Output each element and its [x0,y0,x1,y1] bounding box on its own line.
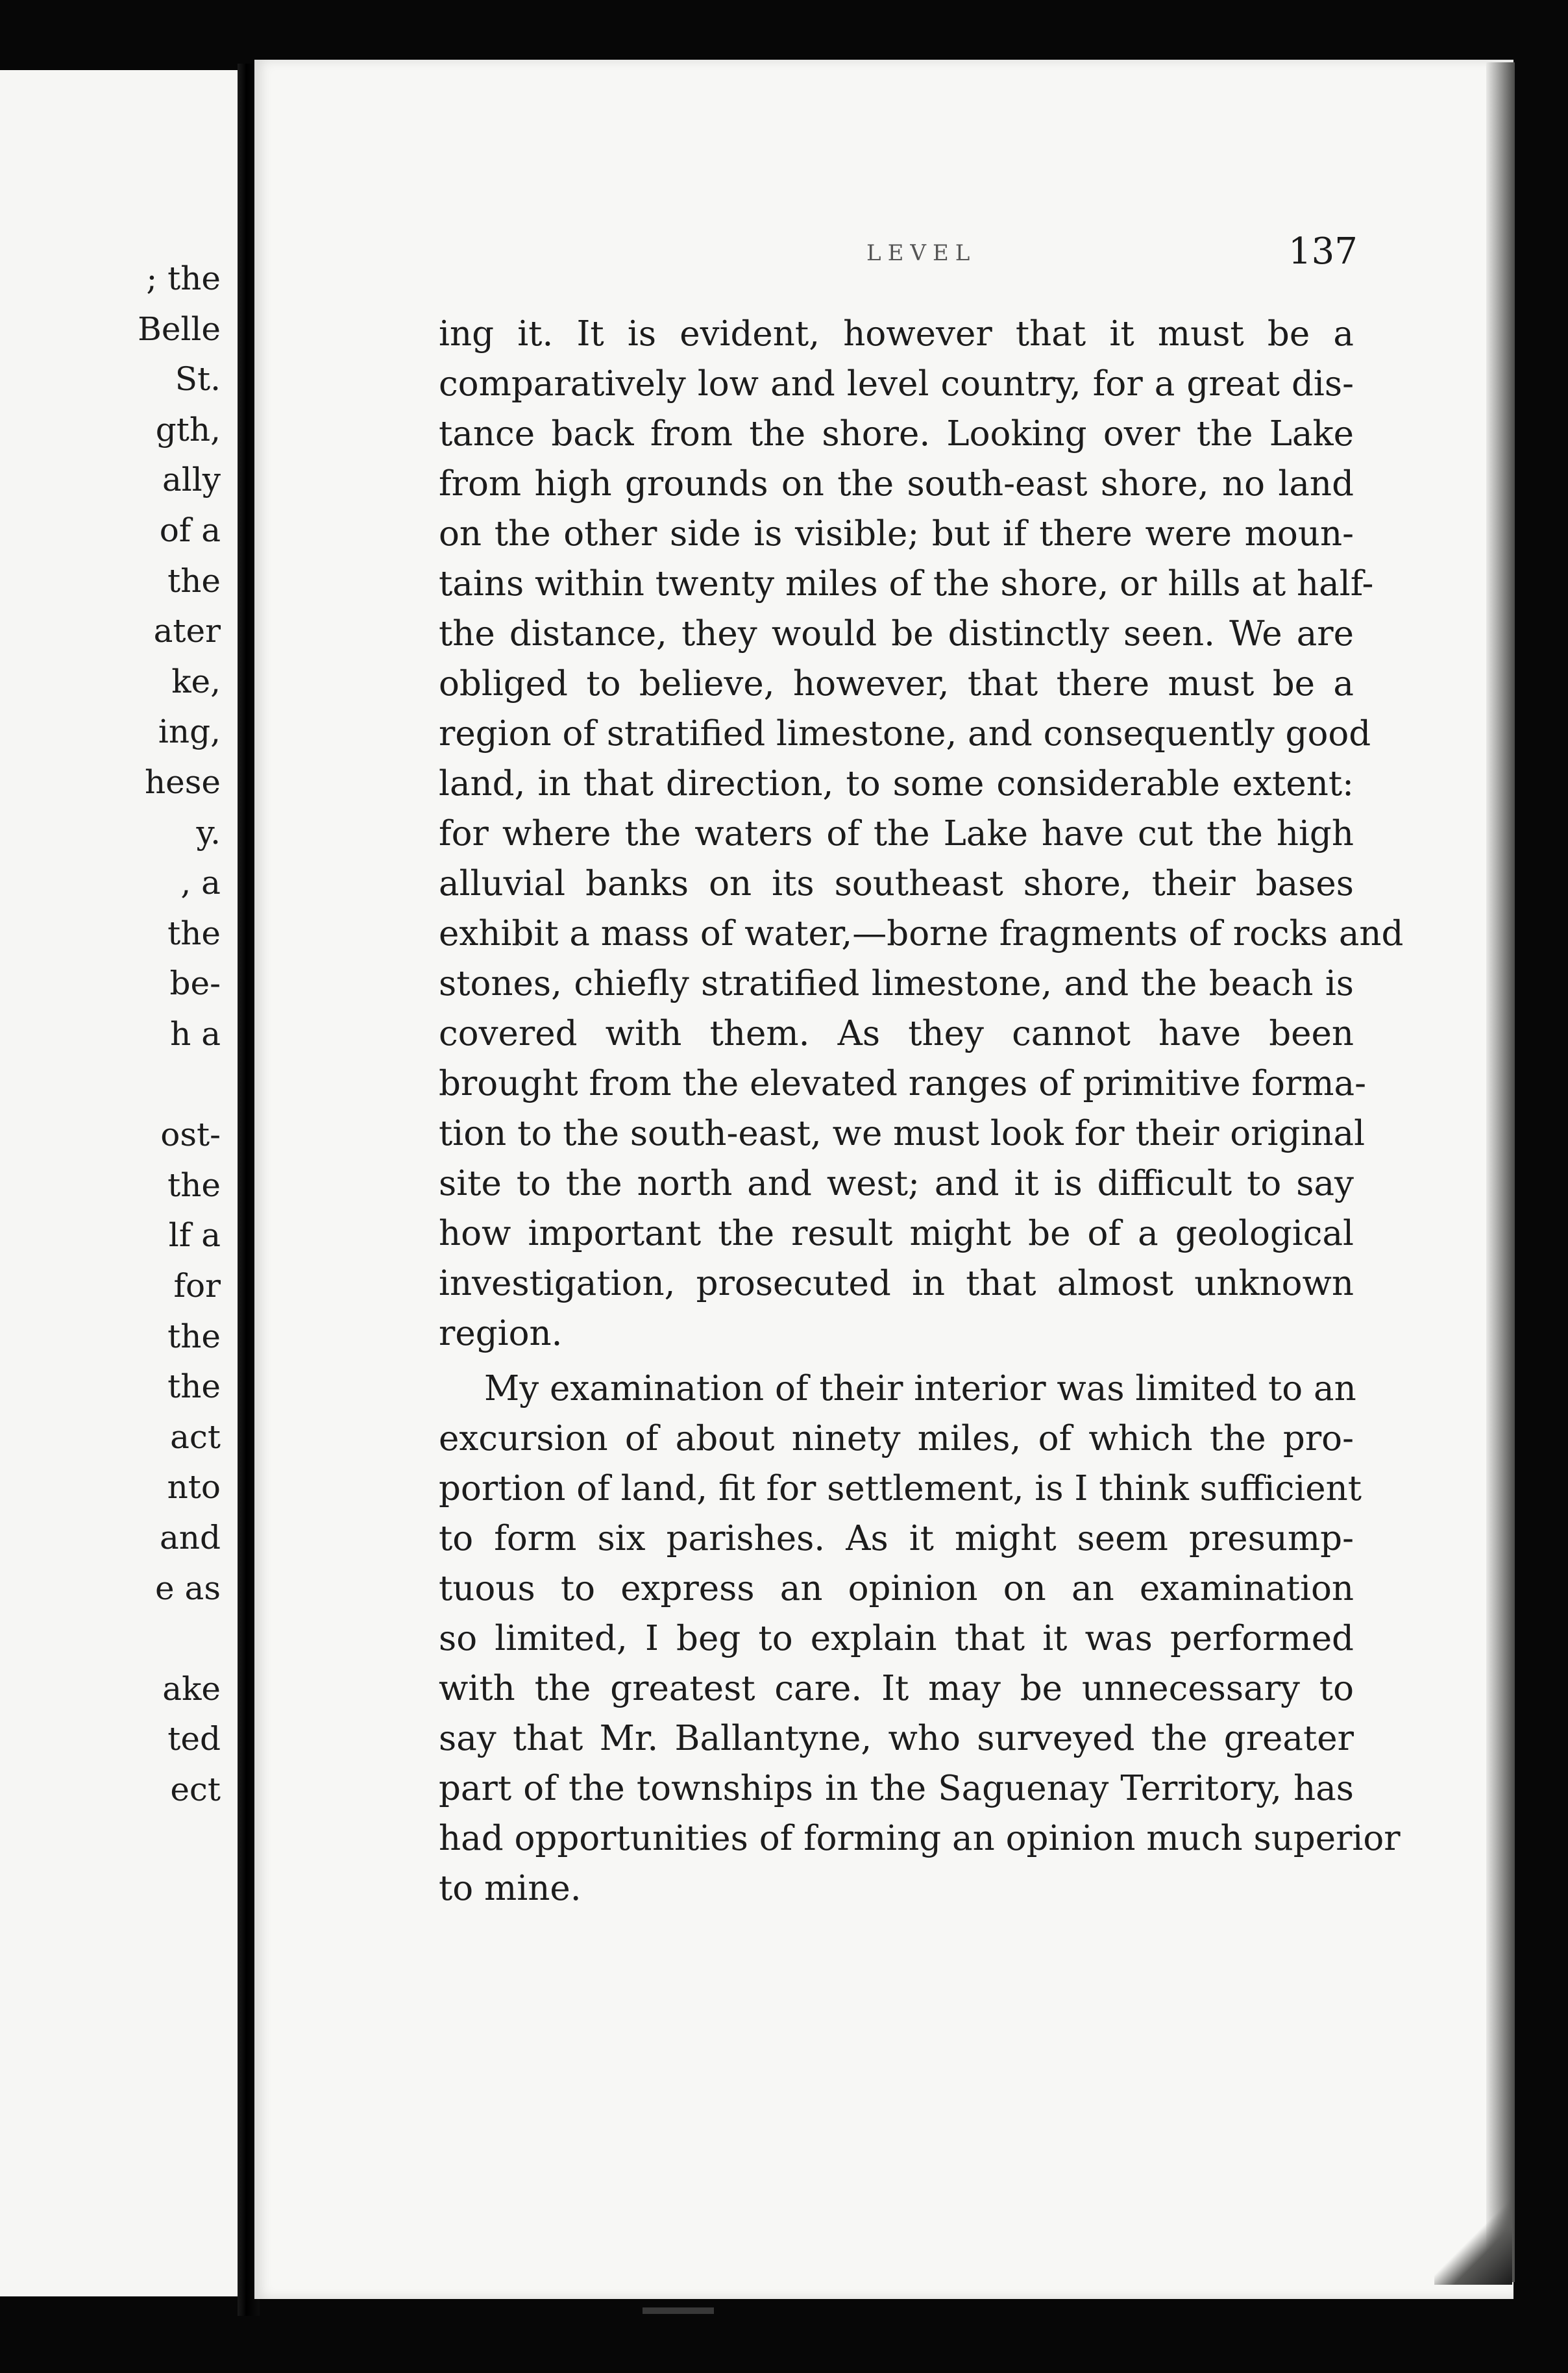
left-page-fragment: gth, [155,410,221,449]
left-page [0,70,238,2296]
left-page-fragment: ing, [158,713,221,751]
scan-mark [643,2307,714,2314]
text-line: alluvial banks on its southeast shore, their bases [439,864,1354,904]
left-page-fragment: for [173,1267,221,1305]
text-line: with the greatest care. It may be unnecessary to [439,1669,1354,1708]
text-line: comparatively low and level country, for a great dis- [439,364,1354,404]
text-line: ing it. It is evident, however that it must be a [439,314,1354,354]
text-line: portion of land, fit for settlement, is I think sufficient [439,1469,1362,1508]
text-line: investigation, prosecuted in that almost unknown [439,1264,1354,1303]
left-page-fragment: St. [175,360,221,399]
text-line: tains within twenty miles of the shore, or hills at half- [439,564,1374,604]
text-line: to form six parishes. As it might seem presump- [439,1519,1354,1558]
running-head: LEVEL [866,240,977,266]
page-number: 137 [1288,230,1358,273]
left-page-fragment: the [167,561,221,600]
left-page-fragment: y. [196,813,221,852]
text-line: to mine. [439,1869,582,1908]
left-page-fragment: h a [170,1015,221,1053]
text-line: region. [439,1314,563,1353]
paragraph-gap [439,1359,1354,1364]
left-page-fragment: ally [162,461,221,499]
text-line: for where the waters of the Lake have cut the high [439,814,1354,854]
left-page-fragment: the [167,1317,221,1355]
left-page-fragment: the [167,1368,221,1406]
page-edge-shadow [1486,62,1515,2282]
left-page-fragment: the [167,914,221,952]
left-page-fragment: ater [153,612,221,650]
left-page-fragment: be- [169,965,221,1003]
page-corner-curl [1434,2168,1512,2285]
text-line: obliged to believe, however, that there must be a [439,664,1354,704]
text-line: land, in that direction, to some considerable extent: [439,764,1354,804]
text-line: so limited, I beg to explain that it was performed [439,1619,1354,1658]
left-page-fragment: ost- [160,1116,221,1154]
left-page-fragment: , a [180,864,221,902]
text-line: My examination of their interior was limited to an [484,1369,1356,1408]
left-page-fragment: ect [170,1771,221,1808]
text-line: stones, chiefly stratified limestone, and the beach is [439,964,1354,1003]
paragraph-2 [439,1364,1401,1913]
text-line: tion to the south-east, we must look for their original [439,1114,1366,1153]
text-line: brought from the elevated ranges of primitive forma- [439,1064,1367,1103]
left-page-fragment: of a [159,511,221,549]
left-page-fragment: ted [167,1720,221,1758]
text-line: region of stratified limestone, and consequently good [439,714,1371,754]
left-page-fragment: nto [167,1468,221,1506]
text-line: tuous to express an opinion on an examination [439,1569,1354,1608]
text-line: say that Mr. Ballantyne, who surveyed the greater [439,1719,1354,1758]
left-page-fragment: ke, [171,662,221,700]
text-line: had opportunities of forming an opinion much superior [439,1819,1401,1858]
text-line: how important the result might be of a geological [439,1214,1354,1253]
text-line: tance back from the shore. Looking over the Lake [439,414,1354,454]
text-line: excursion of about ninety miles, of which the pro- [439,1419,1354,1458]
text-line: the distance, they would be distinctly seen. We are [439,614,1354,654]
left-page-fragment: hese [144,763,221,801]
text-line: part of the townships in the Saguenay Territory, has [439,1769,1354,1808]
left-page-fragment: the [167,1166,221,1204]
text-line: covered with them. As they cannot have been [439,1014,1354,1053]
text-line: from high grounds on the south-east shore, no land [439,464,1354,504]
paragraph-1 [439,309,1404,1359]
left-page-fragment: ake [162,1669,221,1708]
left-page-fragment: lf a [168,1216,221,1255]
text-line: on the other side is visible; but if there were moun- [439,514,1354,554]
left-page-fragment: and [159,1519,221,1556]
left-page-fragment: act [170,1418,221,1456]
left-page-fragment: Belle [138,310,221,348]
left-page-fragment: ; the [146,260,221,297]
body-text [439,309,1404,1913]
text-line: exhibit a mass of water,—borne fragments of rocks and [439,914,1404,953]
text-line: site to the north and west; and it is difficult to say [439,1164,1354,1203]
left-page-fragment: e as [155,1569,221,1607]
